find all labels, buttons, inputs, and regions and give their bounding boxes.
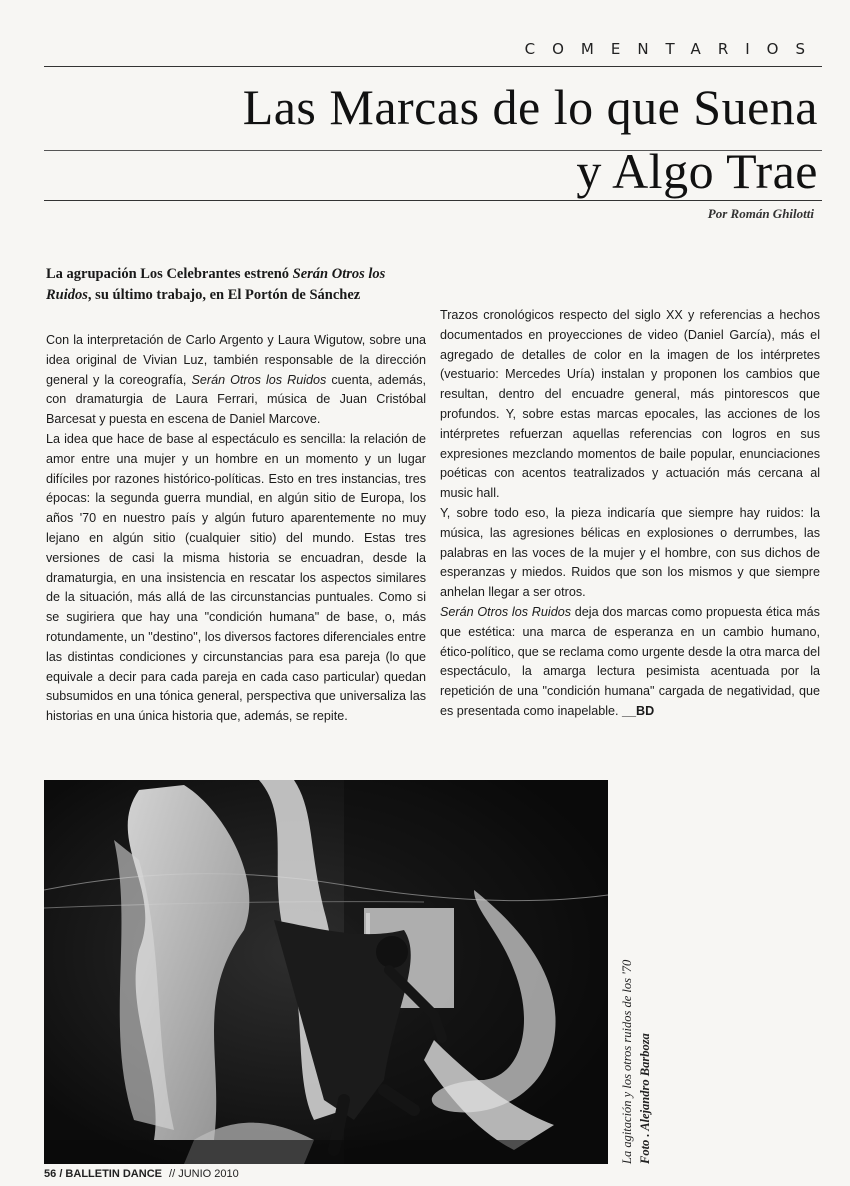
photo-credit: Foto . Alejandro Barboza (638, 1033, 652, 1164)
left-column (46, 331, 426, 727)
right-paragraph-2: Y, sobre todo eso, la pieza indicaría que siempre hay ruidos: la música, las agresiones bélicas en explosiones o derrumbes, las palabras en las voces de la mujer y el hombre, con sus dichos de esperanzas y miedos. Ruidos que son los mismos y que siempre anhelan llegar a ser otros. (440, 505, 820, 600)
lede-text-b: , su último trabajo, en El Portón de Sánchez (87, 287, 361, 303)
left-p1-text-b: cuenta, además, con dramaturgia de Laura Ferrari, música de Juan Cristóbal Barcesat y puesta en escena de Daniel Marcove. (46, 372, 427, 427)
magazine-name: / BALLETIN DANCE (59, 1168, 162, 1180)
left-p1-italic: Serán Otros los Ruidos (191, 372, 327, 387)
photo-caption (618, 780, 666, 1164)
page-title-line2: y Algo Trae (576, 143, 818, 199)
lede-italic: Serán Otros los Ruidos (46, 266, 386, 303)
photo-illustration (44, 780, 608, 1164)
signature: __BD (622, 703, 655, 718)
left-paragraph-1 (46, 331, 426, 430)
title-rule-bottom (44, 200, 822, 201)
photo-caption-rotated (618, 780, 666, 1164)
right-p3-text: deja dos marcas como propuesta ética más que estética: una marca de esperanza en un cambio humano, ético-político, que se reclama como urgente desde la otra marca del espectáculo, la amarga lectura pesimista acentuada por la repetición de una "condición humana" cargada de negatividad, que es presentada como inapelable. (440, 604, 820, 718)
performance-photo (44, 780, 608, 1164)
right-column (440, 306, 820, 722)
lede-text-a: La agrupación Los Celebrantes estrenó (46, 266, 293, 282)
left-p1-text-a: Con la interpretación de Carlo Argento y Laura Wigutow, sobre una idea original de Vivian Luz, también responsable de la dirección general y la coreografía, (46, 333, 426, 387)
byline: Por Román Ghilotti (707, 206, 814, 221)
caption-text: La agitación y los otros ruidos de los '70 (620, 959, 634, 1164)
section-label: COMENTARIOS (524, 40, 822, 58)
lede (46, 264, 426, 306)
right-paragraph-3 (440, 603, 820, 722)
page-title-line1: Las Marcas de lo que Suena (242, 79, 818, 135)
header-rule-top (44, 66, 822, 67)
issue-date: // JUNIO 2010 (169, 1168, 239, 1180)
left-paragraph-2: La idea que hace de base al espectáculo es sencilla: la relación de amor entre una mujer y un hombre en un momento y un lugar difíciles por razones histórico-políticas. Esto en tres instancias, tres épocas: la segunda guerra mundial, en algún sitio de Europa, los años '70 en nuestro país y algún futuro aparentemente no muy lejano en algún sitio (cualquier sitio) del mundo. Estas tres versiones de casi la misma historia se encuadran, desde la dramaturgia, en una insistencia en rescatar los aspectos similares de la situación, más allá de las circunstancias puntuales. Como si se sugiriera que hay una "condición humana" de base, o, más rotundamente, un "destino", los diversos factores diferenciales entre las distintas condiciones y circunstancias para esa pareja (lo que equivale a decir para cada pareja en cada caso particular) quedan subsumidos en una tónica general, perspectiva que universaliza las historias en una única historia que, además, se repite. (46, 431, 426, 724)
right-paragraph-1: Trazos cronológicos respecto del siglo XX y referencias a hechos documentados en proyecciones de video (Daniel García), más el agregado de detalles de color en la imagen de los intérpretes (vestuario: Mercedes Uría) instalan y proponen los cambios que resultan, dentro del encuadre general, más pintorescos que profundos. Y, sobre estas marcas epocales, las acciones de los intérpretes refuerzan aquellas referencias con logros en sus expresiones mezclando momentos de baile popular, enunciaciones poéticas con acentos teatralizados y actuación más cercana al music hall. (440, 308, 820, 501)
page-footer (44, 1168, 239, 1180)
right-p3-italic: Serán Otros los Ruidos (440, 604, 571, 619)
page-number: 56 (44, 1168, 57, 1180)
